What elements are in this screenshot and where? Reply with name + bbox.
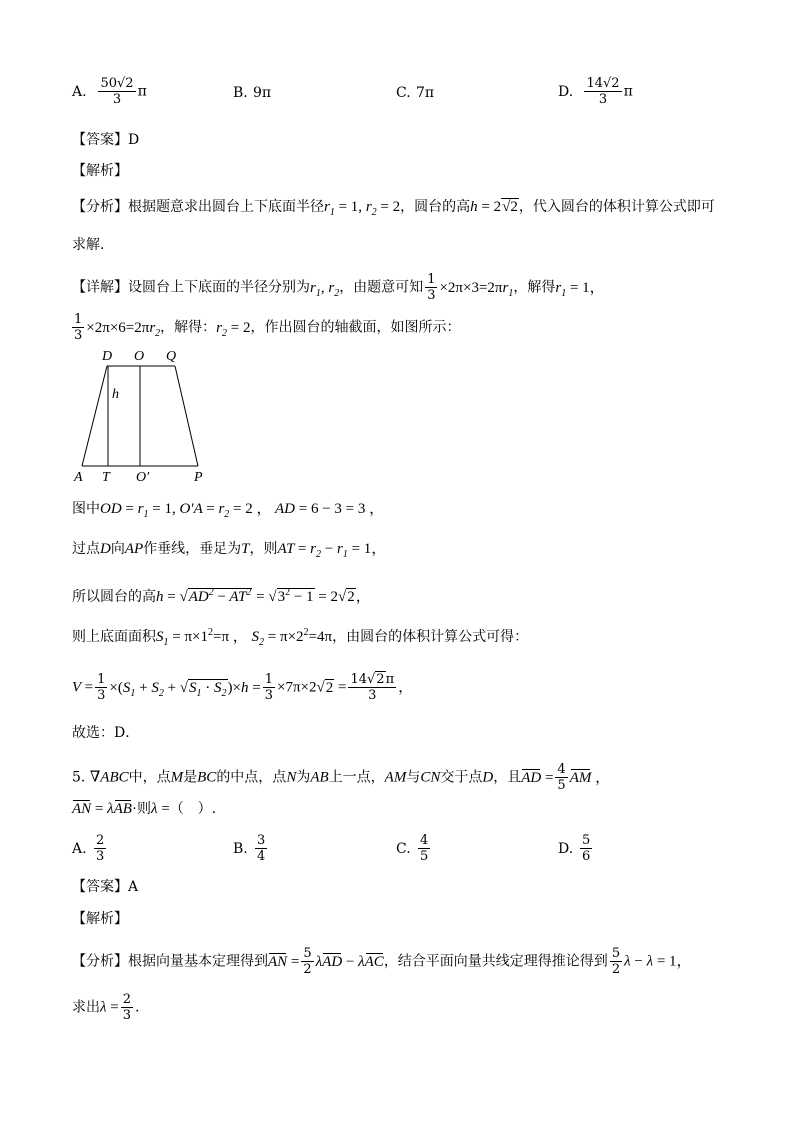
formula: h = 2√2 <box>470 199 518 215</box>
q5-qiuchu <box>72 992 139 1023</box>
formula: AM ， <box>569 769 611 786</box>
fraction <box>98 76 135 107</box>
text: 图中 <box>72 501 100 517</box>
option-text: 9π <box>253 85 272 101</box>
q4-option-c <box>396 85 434 101</box>
label-t: T <box>102 470 110 484</box>
q4-suoyi <box>72 584 371 606</box>
text: ，结合平面向量共线定理得推论得到 <box>383 953 608 970</box>
text: 所以圆台的高 <box>72 589 156 605</box>
formula: V = <box>72 679 94 696</box>
q5-answer: 【答案】A <box>72 879 139 895</box>
formula: $S_1 = \pi\times 1^2=\pi$ ， $S_2 = \pi\times 2^2=4\pi$ <box>156 627 333 648</box>
fraction <box>418 833 430 864</box>
formula: λ = <box>100 999 119 1016</box>
formula: CN <box>420 769 441 786</box>
formula: $r_1 = 1$， <box>555 279 605 299</box>
text: 过点 <box>72 541 100 557</box>
formula: N <box>286 769 297 786</box>
text: 则上底面面积 <box>72 629 156 645</box>
fraction: $\frac{5}{2}$ <box>611 946 621 977</box>
formula: $r_1$, $r_2$ <box>310 279 340 299</box>
numerator: 4 <box>420 833 429 848</box>
q4-answer: 【答案】D <box>72 132 140 148</box>
text: 是 <box>183 769 198 786</box>
fraction <box>255 833 267 864</box>
text: ，由题意可知 <box>339 279 424 296</box>
q5-stem <box>72 762 610 793</box>
text: 上一点， <box>328 769 385 786</box>
text: 为 <box>296 769 311 786</box>
q4-line2 <box>72 312 460 343</box>
formula: λAD − λAC <box>315 953 384 970</box>
q4-volume <box>72 672 413 703</box>
fraction: $\frac{5}{2}$ <box>303 946 312 977</box>
denominator: 5 <box>420 849 429 864</box>
fraction: $\frac{14√2\pi}{3}$ <box>350 672 395 703</box>
text: 中，点 <box>128 769 171 786</box>
fraction <box>584 76 621 107</box>
text: 向 <box>110 541 125 557</box>
numerator: 3 <box>257 833 266 848</box>
formula: ×7π×2√2 = <box>277 679 347 696</box>
formula: OD = $r_1 = 1$, $O'A = r_2 = 2$ ， AD = 6 − 3 = 3 ， <box>100 501 385 520</box>
denominator: 4 <box>257 849 266 864</box>
label-a: A <box>74 470 83 484</box>
fraction <box>580 833 592 864</box>
q4-option-b <box>233 85 271 101</box>
pi: π <box>623 83 633 100</box>
q5-option-b <box>233 833 269 864</box>
formula: AN = <box>268 953 300 970</box>
label-o-prime: O′ <box>136 470 150 484</box>
denominator: 3 <box>598 92 608 107</box>
q4-tuzhong <box>72 500 384 524</box>
text: 【详解】设圆台上下底面的半径分别为 <box>72 279 310 296</box>
numerator: 14√2 <box>586 76 620 91</box>
formula: $r_2 = 2$ <box>216 319 251 339</box>
text: ，由圆台的体积计算公式可得： <box>332 629 529 645</box>
formula: ， <box>398 679 414 696</box>
fraction: $\frac{1}{3}$ <box>97 672 106 703</box>
formula: $\times(S_1 + S_2 + √S_1 \cdot S_2)\times h$ = <box>109 679 261 699</box>
label-q: Q <box>166 349 177 364</box>
text: ，作出圆台的轴截面，如图所示： <box>250 319 461 336</box>
option-label: C. <box>396 85 411 101</box>
option-label: D. <box>558 840 574 857</box>
fraction: $\frac{1}{3}$ <box>427 272 436 303</box>
q5-fenxi <box>72 946 692 977</box>
q4-fenxi-cont: 求解. <box>72 237 105 253</box>
option-label: B. <box>233 85 248 101</box>
formula: D <box>482 769 494 786</box>
fraction: $\frac{1}{3}$ <box>74 312 83 343</box>
denominator: 3 <box>112 92 122 107</box>
q5-option-a <box>72 833 108 864</box>
text: ，代入圆台的体积计算公式即可 <box>518 199 715 215</box>
fraction: $\frac{1}{3}$ <box>264 672 274 703</box>
numerator: 50√2 <box>100 76 134 91</box>
formula: λ − λ = 1， <box>624 953 692 970</box>
label-p: P <box>194 470 203 484</box>
option-label: A. <box>72 840 87 857</box>
formula: ∇ABC <box>89 769 129 786</box>
option-label: C. <box>396 840 411 857</box>
q5-stem-cont <box>72 800 216 818</box>
label-h: h <box>112 387 119 402</box>
formula: $\times 2\pi\times 3=2\pi r_1$ <box>439 279 514 299</box>
fraction: $\frac{4}{5}$ <box>557 762 566 793</box>
formula: $\times 2\pi\times 6=2\pi r_2$ <box>86 319 161 339</box>
q5-option-c <box>396 833 432 864</box>
option-label: B. <box>233 840 248 857</box>
q4-guo <box>72 540 386 564</box>
formula: M <box>170 769 184 786</box>
numerator: 2 <box>96 833 105 848</box>
text: ，解得 <box>513 279 556 296</box>
text: （ ）. <box>169 801 217 817</box>
formula: λ = <box>150 801 170 817</box>
formula: D <box>100 541 111 557</box>
option-label: A. <box>72 83 87 100</box>
formula: AB <box>310 769 329 786</box>
q5-jiexi: 【解析】 <box>72 911 128 927</box>
pi: π <box>137 83 147 100</box>
text: 求出 <box>72 999 100 1016</box>
q4-fenxi <box>72 198 715 222</box>
trapezoid-figure <box>72 344 232 484</box>
denominator: 6 <box>582 849 591 864</box>
text: 作垂线，垂足为 <box>143 541 242 557</box>
q4-guxuan: 故选：D． <box>72 725 140 741</box>
text: 则 <box>136 801 151 817</box>
formula: $r_1 = 1$, $r_2 = 2$ <box>324 199 401 218</box>
text: 【分析】根据题意求出圆台上下底面半径 <box>72 199 324 215</box>
formula: AN = λAB· <box>72 801 137 817</box>
denominator: 3 <box>96 849 105 864</box>
text: 的中点，点 <box>216 769 287 786</box>
question-number: 5. <box>72 769 86 786</box>
text: 【分析】根据向量基本定理得到 <box>72 953 268 970</box>
q4-option-a <box>72 76 147 107</box>
q4-jiexi: 【解析】 <box>72 163 128 179</box>
text: ，圆台的高 <box>400 199 471 215</box>
fraction <box>94 833 106 864</box>
formula: AD = <box>521 769 554 786</box>
formula: AM <box>384 769 407 786</box>
option-text: 7π <box>416 85 435 101</box>
text: ，且 <box>493 769 522 786</box>
q4-option-d <box>558 76 633 107</box>
period: . <box>135 999 140 1016</box>
text: ，则 <box>249 541 278 557</box>
text: 与 <box>406 769 421 786</box>
formula: AP <box>124 541 144 557</box>
formula: T <box>241 541 250 557</box>
numerator: 5 <box>582 833 591 848</box>
formula: AT = $r_2 - r_1 = 1$， <box>277 541 387 560</box>
option-label: D. <box>558 83 574 100</box>
q4-xiangjie <box>72 272 605 303</box>
text: ，解得： <box>160 319 217 336</box>
label-o: O <box>134 349 145 364</box>
formula: $h = √AD^2 - AT^2 = √3^2 - 1 = 2√2$， <box>156 587 371 605</box>
fraction: $\frac{2}{3}$ <box>122 992 131 1023</box>
q5-option-d <box>558 833 594 864</box>
text: 交于点 <box>440 769 483 786</box>
q4-ze <box>72 624 528 652</box>
formula: BC <box>197 769 217 786</box>
label-d: D <box>102 349 113 364</box>
